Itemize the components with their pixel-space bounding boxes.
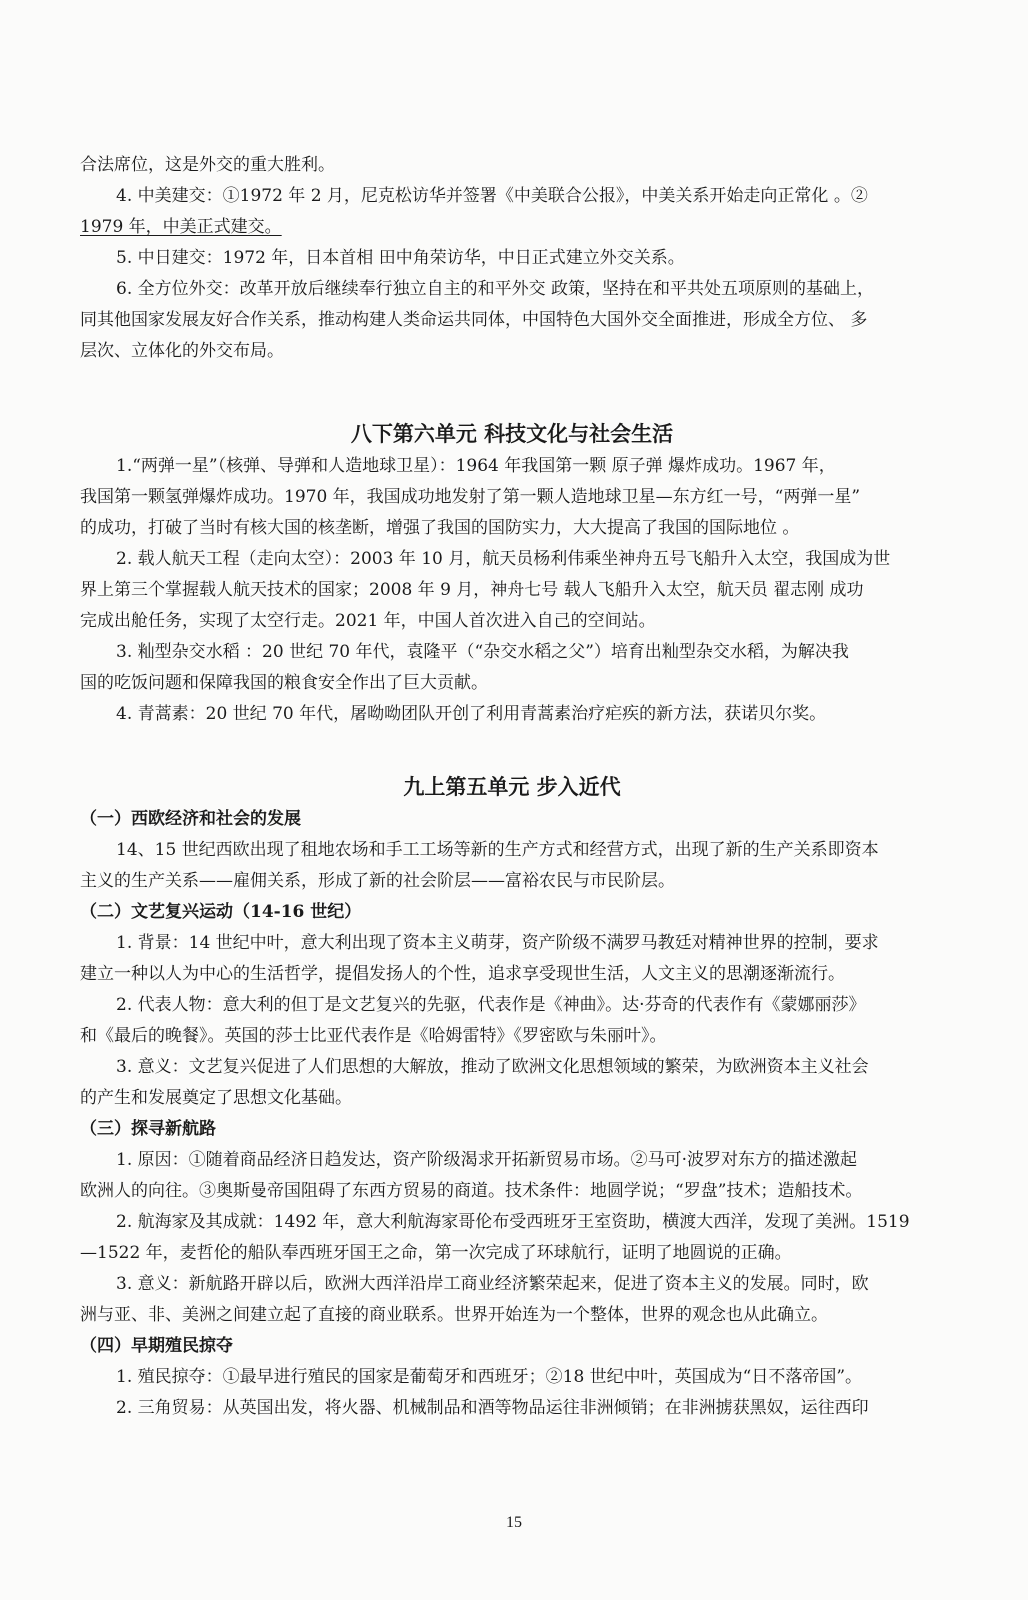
- text-line: 国的吃饭问题和保障我国的粮食安全作出了巨大贡献。: [80, 673, 488, 693]
- text-line: 的产生和发展奠定了思想文化基础。: [80, 1088, 352, 1108]
- section-heading: （二）文艺复兴运动（14-16 世纪）: [80, 902, 362, 922]
- text-line: 5. 中日建交：1972 年，日本首相 田中角荣访华，中日正式建立外交关系。: [116, 248, 685, 268]
- text-line: 合法席位，这是外交的重大胜利。: [80, 155, 335, 175]
- text-line: 建立一种以人为中心的生活哲学，提倡发扬人的个性，追求享受现世生活，人文主义的思潮逐渐流行。: [80, 964, 845, 984]
- text-line: 欧洲人的向往。③奥斯曼帝国阻碍了东西方贸易的商道。技术条件：地圆学说；“罗盘”技术；造船技术。: [80, 1181, 863, 1201]
- text-line: 同其他国家发展友好合作关系，推动构建人类命运共同体，中国特色大国外交全面推进，形成全方位、 多: [80, 310, 868, 330]
- text-line: 3. 籼型杂交水稻 ：20 世纪 70 年代，袁隆平（“杂交水稻之父”）培育出籼型杂交水稻，为解决我: [116, 642, 849, 662]
- text-line: 层次、立体化的外交布局。: [80, 341, 284, 361]
- text-line: 2. 代表人物：意大利的但丁是文艺复兴的先驱，代表作是《神曲》。达·芬奇的代表作有《蒙娜丽莎》: [116, 995, 866, 1015]
- section-heading: （三）探寻新航路: [80, 1119, 216, 1139]
- text-line: 4. 中美建交：①1972 年 2 月，尼克松访华并签署《中美联合公报》，中美关系开始走向正常化 。②: [116, 186, 868, 206]
- text-line: 3. 意义：文艺复兴促进了人们思想的大解放，推动了欧洲文化思想领域的繁荣，为欧洲资本主义社会: [116, 1057, 869, 1077]
- text-line: 1.“两弹一星”（核弹、导弹和人造地球卫星）：1964 年我国第一颗 原子弹 爆炸成功。1967 年，: [116, 456, 836, 476]
- text-line: 2. 航海家及其成就：1492 年，意大利航海家哥伦布受西班牙王室资助，横渡大西洋，发现了美洲。1519: [116, 1212, 910, 1232]
- text-line: 3. 意义：新航路开辟以后，欧洲大西洋沿岸工商业经济繁荣起来，促进了资本主义的发展。同时，欧: [116, 1274, 869, 1294]
- section-heading: （一）西欧经济和社会的发展: [80, 809, 301, 829]
- text-line: 1. 背景：14 世纪中叶，意大利出现了资本主义萌芽，资产阶级不满罗马教廷对精神世界的控制，要求: [116, 933, 879, 953]
- text-line: 的成功，打破了当时有核大国的核垄断，增强了我国的国防实力，大大提高了我国的国际地位 。: [80, 518, 800, 538]
- unit-heading: 八下第六单元 科技文化与社会生活: [350, 421, 674, 446]
- text-line: 4. 青蒿素：20 世纪 70 年代，屠呦呦团队开创了利用青蒿素治疗疟疾的新方法，获诺贝尔奖。: [116, 704, 827, 724]
- text-line: 2. 三角贸易：从英国出发，将火器、机械制品和酒等物品运往非洲倾销；在非洲掳获黑奴，运往西印: [116, 1398, 869, 1418]
- text-line: 完成出舱任务，实现了太空行走。2021 年，中国人首次进入自己的空间站。: [80, 611, 656, 631]
- text-line: 界上第三个掌握载人航天技术的国家；2008 年 9 月，神舟七号 载人飞船升入太空，航天员 翟志刚 成功: [80, 580, 864, 600]
- document-page: [80, 150, 944, 1424]
- text-line: 主义的生产关系——雇佣关系，形成了新的社会阶层——富裕农民与市民阶层。: [80, 871, 675, 891]
- text-line: 14、15 世纪西欧出现了租地农场和手工工场等新的生产方式和经营方式，出现了新的生产关系即资本: [116, 840, 879, 860]
- unit-heading: 九上第五单元 步入近代: [403, 774, 621, 799]
- page-number: 15: [506, 1514, 522, 1531]
- text-line: 1. 殖民掠夺：①最早进行殖民的国家是葡萄牙和西班牙；②18 世纪中叶，英国成为“日不落帝国”。: [116, 1367, 863, 1387]
- text-line: —1522 年，麦哲伦的船队奉西班牙国王之命，第一次完成了环球航行，证明了地圆说的正确。: [80, 1243, 792, 1263]
- text-line: 1. 原因：①随着商品经济日趋发达，资产阶级渴求开拓新贸易市场。②马可·波罗对东方的描述激起: [116, 1150, 858, 1170]
- text-line: 2. 载人航天工程（走向太空）：2003 年 10 月，航天员杨利伟乘坐神舟五号飞船升入太空，我国成为世: [116, 549, 891, 569]
- text-line: 和《最后的晚餐》。英国的莎士比亚代表作是《哈姆雷特》《罗密欧与朱丽叶》。: [80, 1026, 667, 1046]
- text-line: 1979 年，中美正式建交。: [80, 217, 282, 237]
- text-line: 洲与亚、非、美洲之间建立起了直接的商业联系。世界开始连为一个整体，世界的观念也从此确立。: [80, 1305, 828, 1325]
- section-heading: （四）早期殖民掠夺: [80, 1336, 233, 1356]
- text-line: 我国第一颗氢弹爆炸成功。1970 年，我国成功地发射了第一颗人造地球卫星—东方红一号，“两弹一星”: [80, 487, 861, 507]
- text-line: 6. 全方位外交：改革开放后继续奉行独立自主的和平外交 政策，坚持在和平共处五项原则的基础上，: [116, 279, 875, 299]
